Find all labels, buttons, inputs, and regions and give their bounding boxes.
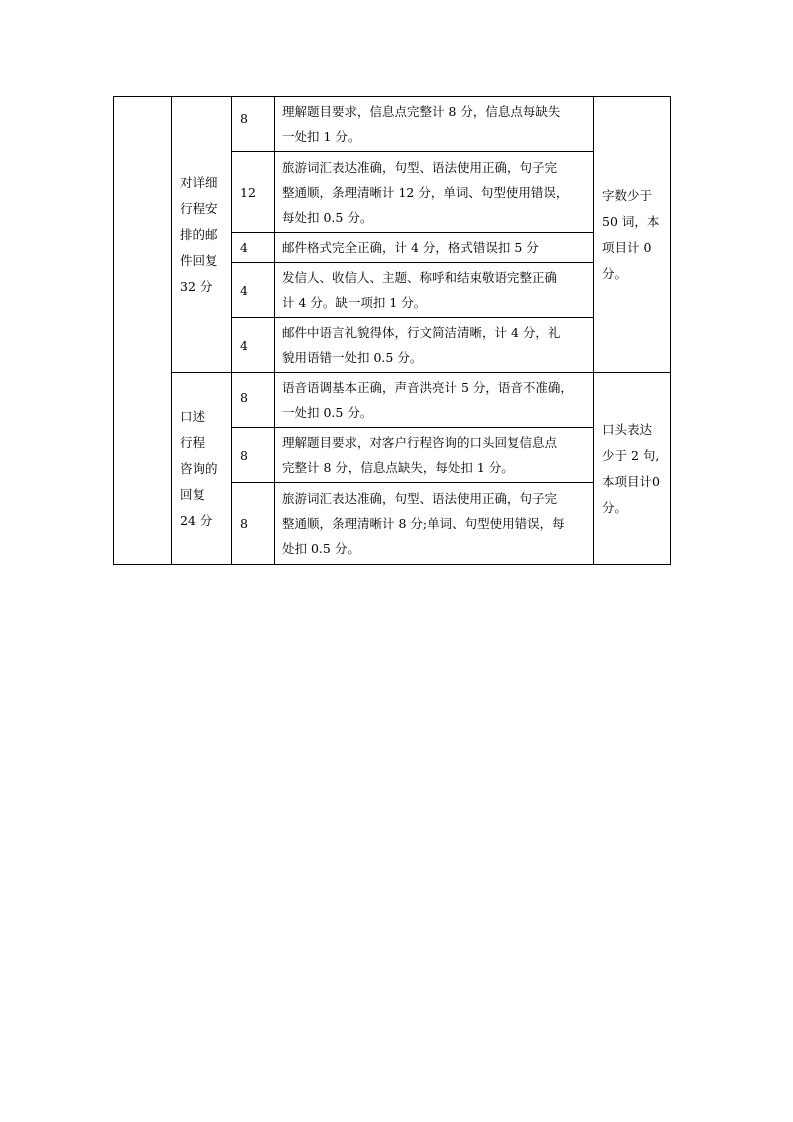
criterion-text: 语音语调基本正确，声音洪亮计 5 分，语音不准确， 一处扣 0.5 分。	[282, 380, 573, 420]
points-cell	[232, 263, 275, 318]
points-cell	[232, 373, 275, 428]
criterion-cell	[275, 318, 594, 373]
points-value: 8	[240, 516, 248, 531]
category-label: 对详细 行程安 排的邮 件回复 32 分	[180, 174, 218, 294]
table-row	[114, 97, 671, 152]
points-value: 12	[240, 184, 256, 200]
note-text: 字数少于 50 词，本 项目计 0 分。	[602, 187, 660, 281]
points-value: 4	[240, 240, 248, 255]
criterion-text: 旅游词汇表达准确，句型、语法使用正确，句子完 整通顺，条理清晰计 12 分，单词、句型使用错误， 每处扣 0.5 分。	[282, 159, 569, 225]
scoring-table	[113, 96, 671, 565]
table-row	[114, 373, 671, 428]
criterion-text: 理解题目要求，信息点完整计 8 分，信息点每缺失 一处扣 1 分。	[282, 104, 561, 144]
criterion-cell	[275, 97, 594, 152]
points-value: 8	[240, 447, 248, 463]
criterion-text: 邮件格式完全正确，计 4 分，格式错误扣 5 分	[282, 240, 539, 255]
category-cell	[172, 373, 232, 565]
points-value: 8	[240, 390, 248, 405]
category-label: 口述 行程 咨询的 回复 24 分	[180, 408, 218, 528]
criterion-cell	[275, 152, 594, 233]
criterion-text: 理解题目要求，对客户行程咨询的口头回复信息点 完整计 8 分，信息点缺失，每处扣 1 分。	[282, 435, 558, 475]
points-cell	[232, 318, 275, 373]
blank-column-cell	[114, 97, 172, 565]
criterion-cell	[275, 373, 594, 428]
points-value: 4	[240, 282, 248, 298]
note-cell	[594, 97, 671, 373]
points-cell	[232, 152, 275, 233]
criterion-text: 邮件中语言礼貌得体，行文简洁清晰，计 4 分，礼 貌用语错一处扣 0.5 分。	[282, 325, 561, 365]
note-text: 口头表达 少于 2 句, 本项目计0 分。	[602, 421, 660, 515]
category-cell	[172, 97, 232, 373]
criterion-cell	[275, 233, 594, 263]
points-cell	[232, 233, 275, 263]
criterion-text: 旅游词汇表达准确，句型、语法使用正确，句子完 整通顺，条理清晰计 8 分;单词、句型使用错误，每 处扣 0.5 分。	[282, 491, 565, 556]
points-cell	[232, 97, 275, 152]
points-value: 8	[240, 111, 248, 126]
criterion-cell	[275, 263, 594, 318]
points-value: 4	[240, 337, 248, 353]
criterion-cell	[275, 483, 594, 565]
criterion-cell	[275, 428, 594, 483]
points-cell	[232, 428, 275, 483]
points-cell	[232, 483, 275, 565]
note-cell	[594, 373, 671, 565]
criterion-text: 发信人、收信人、主题、称呼和结束敬语完整正确 计 4 分。缺一项扣 1 分。	[282, 270, 558, 310]
